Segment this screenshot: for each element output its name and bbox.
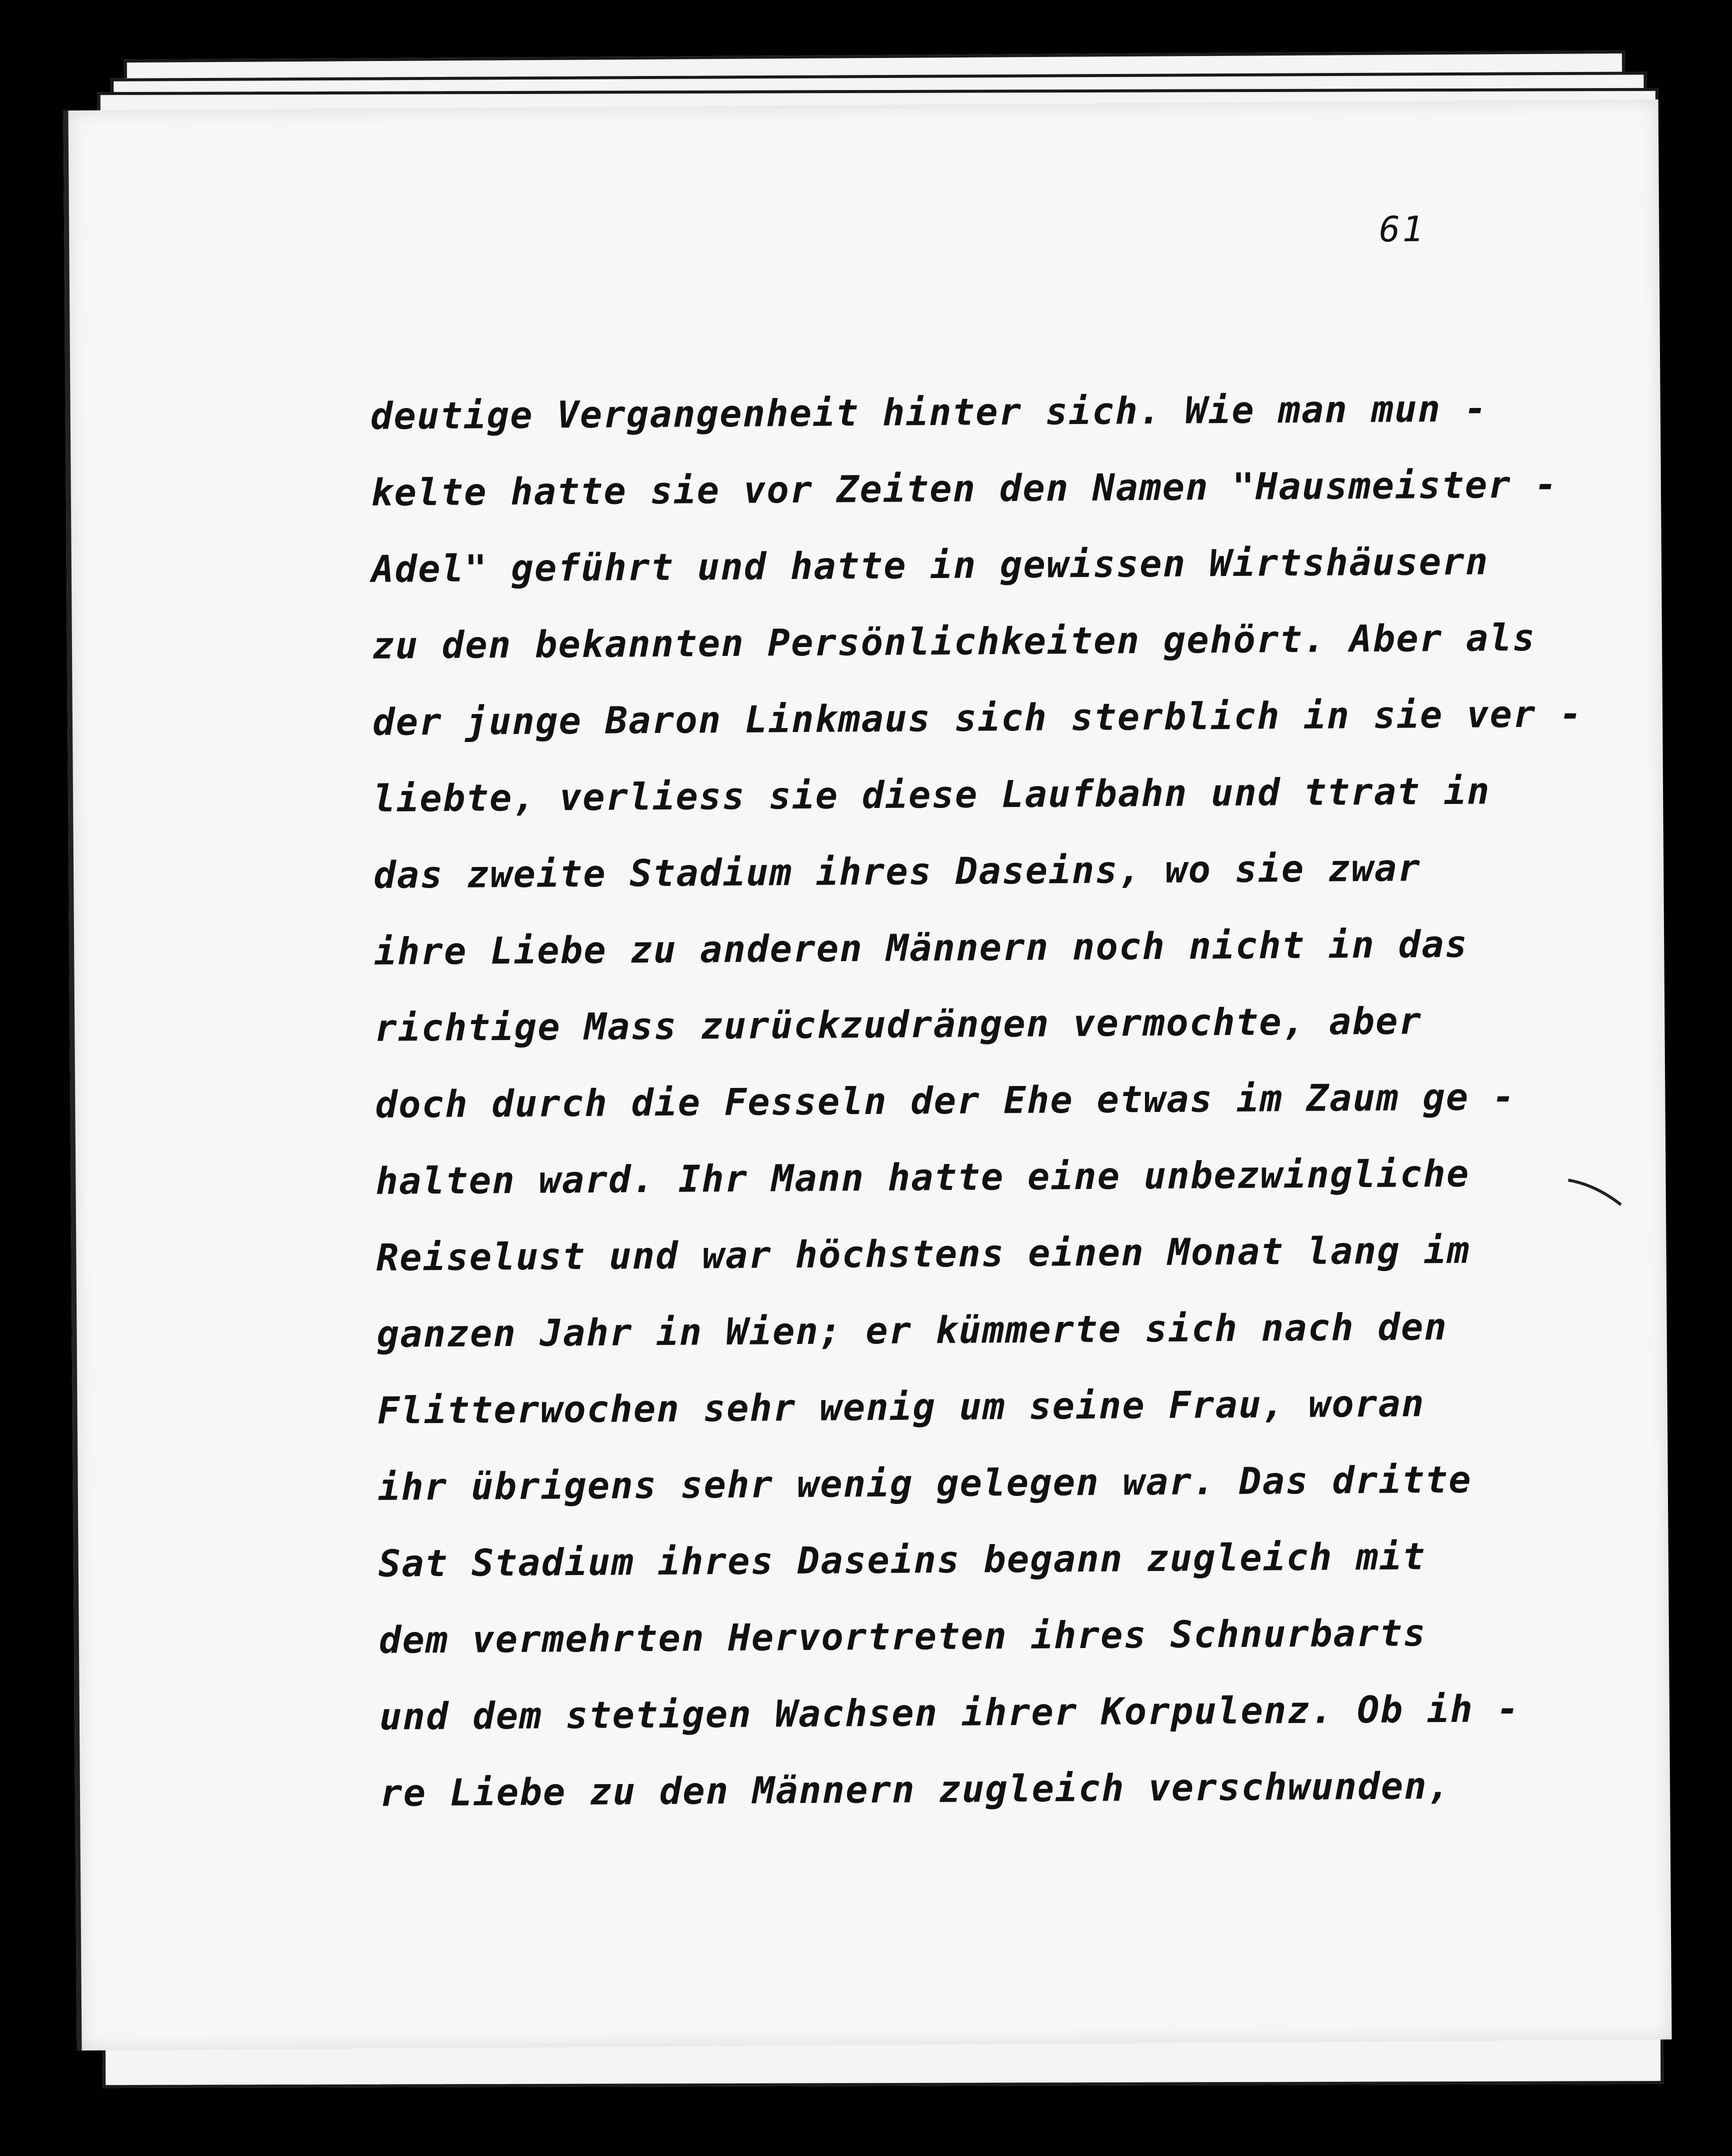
typewritten-page xyxy=(63,100,1672,2050)
text-line: richtige Mass zurückzudrängen vermochte, aber xyxy=(374,1000,1422,1050)
page-number: 61 xyxy=(1378,208,1426,250)
text-line: der junge Baron Linkmaus sich sterblich in sie ver - xyxy=(372,692,1583,744)
text-line: ganzen Jahr in Wien; er kümmerte sich nach den xyxy=(376,1305,1448,1356)
text-line: ihre Liebe zu anderen Männern noch nicht in das xyxy=(374,922,1468,974)
text-line: doch durch die Fesseln der Ehe etwas im Zaum ge - xyxy=(375,1075,1516,1126)
text-line: deutige Vergangenheit hinter sich. Wie man mun - xyxy=(370,387,1488,438)
text-line: Sat Stadium ihres Daseins begann zugleich mit xyxy=(378,1535,1426,1586)
text-line: halten ward. Ihr Mann hatte eine unbezwingliche xyxy=(376,1152,1470,1203)
margin-tick-mark xyxy=(1566,1174,1626,1210)
body-text xyxy=(370,370,1660,1832)
text-line: re Liebe zu den Männern zugleich verschwunden, xyxy=(380,1764,1451,1815)
text-line: Adel" geführt und hatte in gewissen Wirtshäusern xyxy=(371,540,1489,591)
text-line: und dem stetigen Wachsen ihrer Korpulenz. Ob ih - xyxy=(379,1687,1520,1738)
text-line: ihr übrigens sehr wenig gelegen war. Das dritte xyxy=(378,1458,1472,1509)
text-line: kelte hatte sie vor Zeiten den Namen "Hausmeister - xyxy=(370,463,1558,514)
text-line: zu den bekannten Persönlichkeiten gehört. Aber als xyxy=(372,616,1536,668)
text-line: Flitterwochen sehr wenig um seine Frau, woran xyxy=(377,1382,1425,1432)
text-line: das zweite Stadium ihres Daseins, wo sie zwar xyxy=(373,846,1422,897)
text-line: dem vermehrten Hervortreten ihres Schnurbarts xyxy=(378,1612,1426,1662)
text-line: Reiselust und war höchstens einen Monat lang im xyxy=(376,1228,1470,1280)
text-line: liebte, verliess sie diese Laufbahn und ttrat in xyxy=(372,770,1490,820)
